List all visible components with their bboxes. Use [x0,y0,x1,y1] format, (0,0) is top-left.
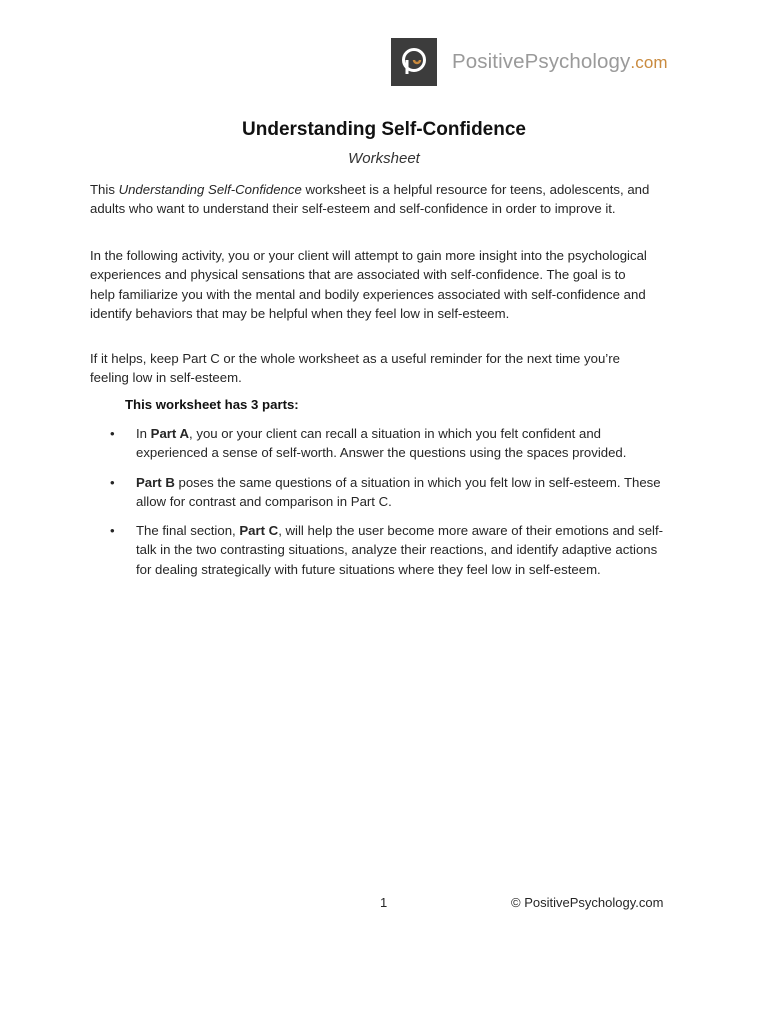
parts-list [110,424,676,589]
page-number: 1 [380,895,388,910]
part-label: Part A [150,426,190,441]
reminder-paragraph: If it helps, keep Part C or the whole worksheet as a useful reminder for the next time you’re feeling low in self-esteem. [90,351,620,386]
parts-heading: This worksheet has 3 parts: [125,397,299,412]
part-label: Part B [136,474,175,490]
brand-p-icon [391,38,437,86]
brand-suffix: .com [630,53,668,72]
bullet-icon: • [110,474,115,490]
brand-name: PositivePsychology [452,50,631,73]
part-text-pre: The final section, [136,523,240,539]
intro-rest: worksheet is a helpful resource for teens, adolescents, and adults who want to understand their self-esteem and self-confidence in order to improve it. [90,182,650,217]
intro-emphasis: Understanding Self-Confidence [118,182,302,197]
brand-wordmark [452,50,668,74]
part-text-post: , will help the user become more aware of their emotions and self-talk in the two contrasting situations, analyze their reactions, and identify adaptive actions for dealing strategically with future situations where they feel low in self-esteem. [136,523,664,577]
list-item [110,473,676,512]
page-subtitle: Worksheet [348,150,420,167]
bullet-icon: • [110,523,115,539]
part-label: Part C [239,523,279,539]
intro-paragraph [90,180,650,219]
part-text-post: poses the same questions of a situation in which you felt low in self-esteem. These allow for contrast and comparison in Part C. [136,474,661,509]
list-item [110,424,676,463]
brand-logo [391,38,668,86]
part-text-post: , you or your client can recall a situation in which you felt confident and experienced a sense of self-worth. Answer the questions using the spaces provided. [136,426,627,461]
bullet-icon: • [110,426,115,441]
page-title: Understanding Self-Confidence [242,119,526,140]
copyright-notice: © PositivePsychology.com [511,895,664,910]
part-text-pre: In [136,426,151,441]
intro-lead: This [90,182,119,197]
activity-paragraph: In the following activity, you or your client will attempt to gain more insight into the psychological experiences and physical sensations that are associated with self-confidence. The goal is to help familiarize you with the mental and bodily experiences associated with self-confidence and identify behaviors that may be helpful when they feel low in self-esteem. [90,248,647,321]
list-item [110,521,676,579]
